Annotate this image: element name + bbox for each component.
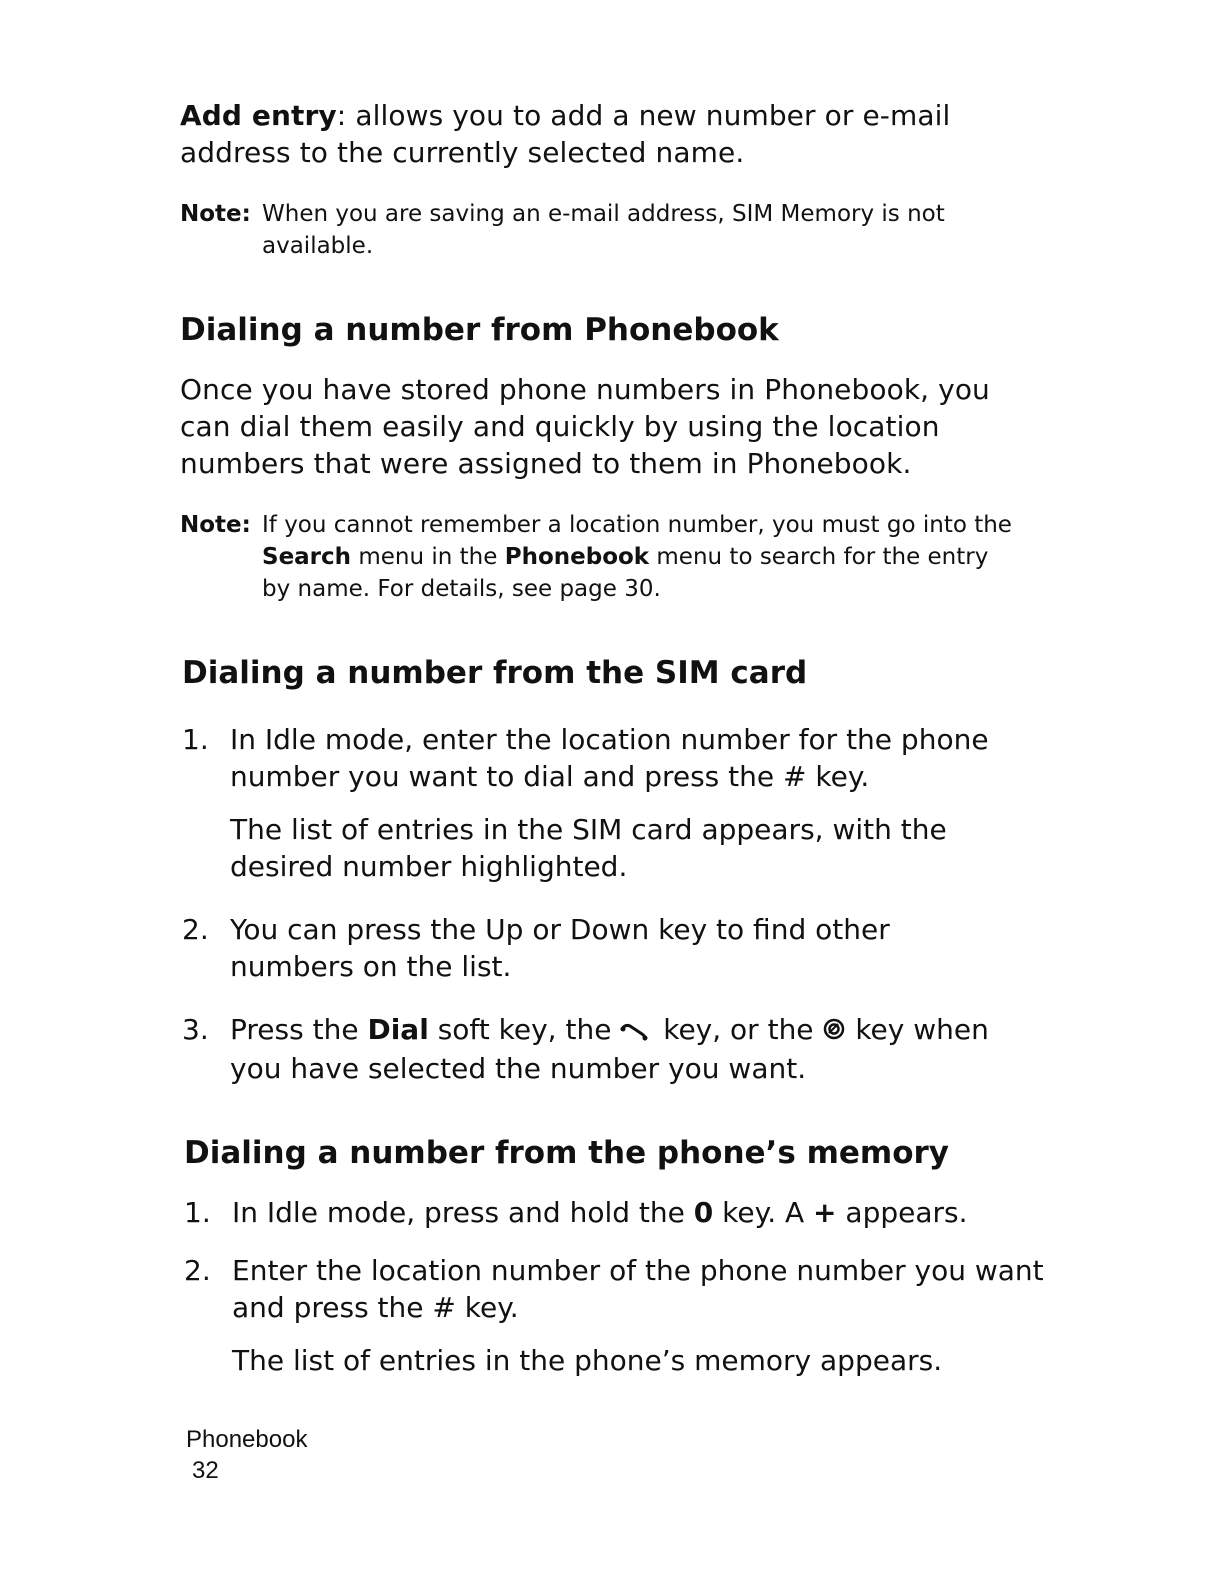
sim-step-2 bbox=[182, 911, 1022, 985]
step-result-text: The list of entries in the phone’s memory appears. bbox=[232, 1344, 943, 1377]
step-text-part: soft key, the bbox=[428, 1013, 621, 1046]
zero-key-term: 0 bbox=[693, 1196, 714, 1229]
step-text bbox=[232, 1194, 1044, 1231]
dial-soft-key-term: Dial bbox=[367, 1013, 429, 1046]
step-number: 2. bbox=[184, 1254, 211, 1287]
step-number: 2. bbox=[182, 913, 209, 946]
ok-key-icon bbox=[822, 1013, 846, 1050]
note-text-part: If you cannot remember a location number, you must go into the bbox=[262, 512, 1012, 538]
note-saving-email bbox=[180, 198, 1010, 262]
step-text-part: Enter the location number of the phone number you want and press the bbox=[232, 1254, 1044, 1324]
step-number: 1. bbox=[182, 723, 209, 756]
note-search-location bbox=[180, 509, 1020, 605]
step-number: 3. bbox=[182, 1013, 209, 1046]
note-text-part: menu in the bbox=[351, 544, 505, 570]
heading-dialing-from-phonebook: Dialing a number from Phonebook bbox=[180, 312, 779, 348]
step-result-text: The list of entries in the SIM card appears, with the desired number highlighted. bbox=[230, 813, 947, 883]
hash-key-symbol: # bbox=[432, 1291, 456, 1324]
step-text: You can press the Up or Down key to find other numbers on the list. bbox=[230, 913, 890, 983]
heading-dialing-from-sim: Dialing a number from the SIM card bbox=[182, 655, 808, 691]
step-text-part: key. A bbox=[713, 1196, 814, 1229]
step-text-part: key. bbox=[806, 760, 870, 793]
step-text bbox=[230, 721, 992, 795]
step-text-part: appears. bbox=[836, 1196, 968, 1229]
send-key-icon bbox=[620, 1013, 654, 1050]
note-text: When you are saving an e-mail address, SIM Memory is not available. bbox=[262, 201, 945, 259]
step-text-part: key when you have selected the number you want. bbox=[230, 1013, 989, 1085]
step-body bbox=[230, 721, 992, 885]
memory-step-2 bbox=[184, 1252, 1044, 1379]
step-text-part: key, or the bbox=[654, 1013, 823, 1046]
step-number: 1. bbox=[184, 1196, 211, 1229]
step-text bbox=[232, 1252, 1044, 1326]
footer-page-number: 32 bbox=[192, 1457, 219, 1484]
add-entry-text: : allows you to add a new number or e-mail address to the currently selected name. bbox=[180, 99, 951, 169]
add-entry-paragraph bbox=[180, 97, 960, 171]
step-text bbox=[230, 1011, 1002, 1087]
note-text-part: menu to search for the entry by name. For details, see page 30. bbox=[262, 544, 989, 602]
step-text-part: In Idle mode, press and hold the bbox=[232, 1196, 694, 1229]
sim-step-1 bbox=[182, 721, 992, 885]
phonebook-menu-term: Phonebook bbox=[504, 544, 650, 570]
heading-dialing-from-memory: Dialing a number from the phone’s memory bbox=[184, 1135, 949, 1171]
search-menu-term: Search bbox=[262, 544, 352, 570]
step-text-part: key. bbox=[455, 1291, 519, 1324]
footer-section-name: Phonebook bbox=[186, 1426, 308, 1453]
step-body bbox=[232, 1252, 1044, 1379]
step-text-part: Press the bbox=[230, 1013, 368, 1046]
add-entry-term: Add entry bbox=[180, 99, 337, 132]
hash-key-symbol: # bbox=[783, 760, 807, 793]
sim-step-3 bbox=[182, 1011, 1002, 1087]
note-label: Note: bbox=[180, 512, 251, 538]
step-text-part: In Idle mode, enter the location number for the phone number you want to dial and press the bbox=[230, 723, 989, 793]
note-label: Note: bbox=[180, 201, 251, 227]
plus-symbol: + bbox=[813, 1196, 837, 1229]
memory-step-1 bbox=[184, 1194, 1044, 1231]
note-text bbox=[262, 509, 1020, 605]
phonebook-dialing-paragraph: Once you have stored phone numbers in Phonebook, you can dial them easily and quickly by using the location numbers that were assigned to them in Phonebook. bbox=[180, 373, 990, 480]
